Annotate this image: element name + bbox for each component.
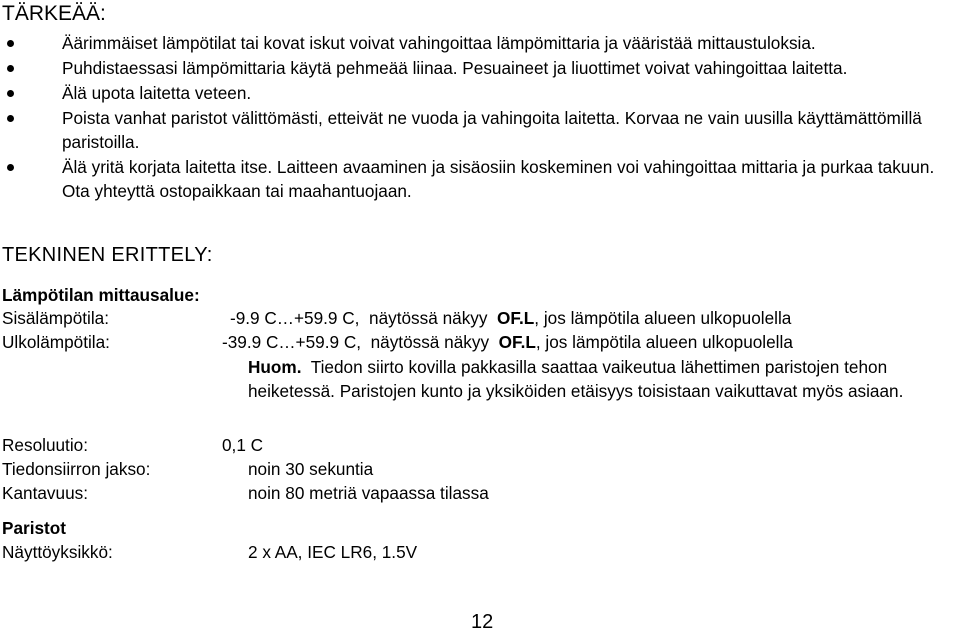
resolution-label: Resoluutio: [2,435,88,455]
bullet-icon [7,115,14,122]
list-item [0,56,959,80]
bullet-icon [7,40,14,47]
list-item [0,31,959,55]
resolution-value: 0,1 C [222,435,264,455]
display-unit-value: 2 x AA, IEC LR6, 1.5V [248,542,418,562]
note-text: Tiedon siirto kovilla pakkasilla saattaa vaikeutua lähettimen paristojen tehon heiketessä. Paristojen kunto ja yksiköiden etäisyys toisistaan vaikuttavat myös asiaan. [248,357,904,401]
range-heading: Lämpötilan mittausalue: [2,285,200,305]
outdoor-label: Ulkolämpötila: [2,332,110,352]
transmission-note [248,355,958,403]
list-item [0,81,959,105]
range-value: noin 80 metriä vapaassa tilassa [248,483,489,503]
page-number: 12 [471,611,494,633]
list-item-text: Poista vanhat paristot välittömästi, etteivät ne vuoda ja vahingoita laitetta. Korvaa ne vain uusilla käyttämättömillä paristoilla. [62,108,922,152]
outdoor-range: -39.9 C…+59.9 C, näytössä näkyy OF.L, jos lämpötila alueen ulkopuolella [222,332,793,352]
interval-label: Tiedonsiirron jakso: [2,459,151,479]
battery-heading: Paristot [2,518,66,538]
list-item-text: Äärimmäiset lämpötilat tai kovat iskut voivat vahingoittaa lämpömittaria ja vääristää mittaustuloksia. [62,33,816,53]
indoor-range: -9.9 C…+59.9 C, näytössä näkyy OF.L, jos lämpötila alueen ulkopuolella [230,308,792,328]
outdoor-code: OF.L [498,332,536,352]
display-unit-label: Näyttöyksikkö: [2,542,113,562]
bullet-icon [7,65,14,72]
indoor-label: Sisälämpötila: [2,308,109,328]
list-item-text: Puhdistaessasi lämpömittaria käytä pehmeää liinaa. Pesuaineet ja liuottimet voivat vahingoittaa laitetta. [62,58,848,78]
list-item [0,106,959,154]
list-item-text: Älä upota laitetta veteen. [62,83,252,103]
bullet-icon [7,164,14,171]
range-label: Kantavuus: [2,483,88,503]
indoor-code: OF.L [497,308,535,328]
spec-heading: TEKNINEN ERITTELY: [2,244,213,266]
warning-list [0,31,959,204]
list-item [0,155,959,203]
list-item-text: Älä yritä korjata laitetta itse. Laitteen avaaminen ja sisäosiin koskeminen voi vahingoittaa mittaria ja purkaa takuun. Ota yhteyttä ostopaikkaan tai maahantuojaan. [62,157,935,201]
interval-value: noin 30 sekuntia [248,459,374,479]
important-heading: TÄRKEÄÄ: [2,2,106,25]
note-label: Huom. [248,357,302,377]
bullet-icon [7,90,14,97]
